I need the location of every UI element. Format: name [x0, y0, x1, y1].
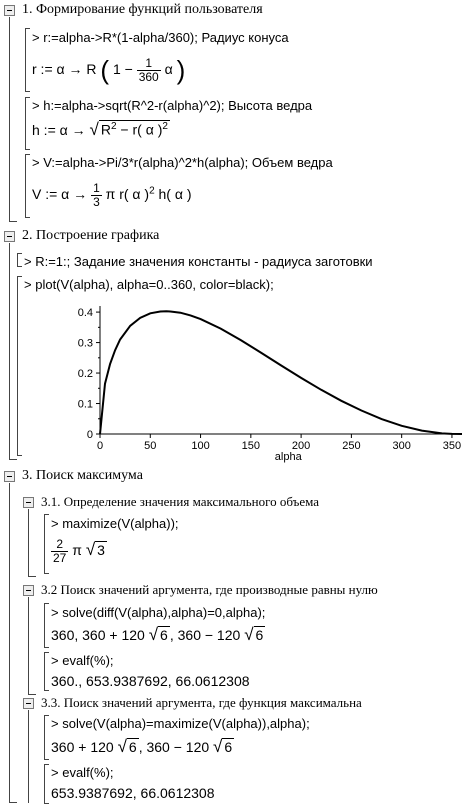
input-evalf-2[interactable]: > evalf(%); — [51, 765, 114, 780]
x-tick-label-2: 100 — [191, 440, 210, 452]
section-3-1-title: 3.1. Определение значения максимального объема — [41, 494, 320, 509]
y-tick-label-3: 0.3 — [77, 337, 93, 350]
output-v-definition: V := α → $\frac{1}{3}$ π r( α )$^2$ h( α ) — [32, 181, 192, 209]
collapse-section-3-1-toggle[interactable] — [23, 497, 34, 508]
y-tick-label-4: 0.4 — [77, 307, 93, 320]
section-1-bracket — [9, 17, 10, 222]
section-2-bracket — [9, 243, 10, 460]
output-solve-diff: 360, 360 + 120 √ 6 , 360 − 120 √ 6 — [51, 625, 264, 644]
exec-group-bracket — [25, 97, 26, 150]
section-1-title: 1. Формирование функций пользователя — [22, 2, 263, 17]
collapse-section-3-2-toggle[interactable] — [23, 585, 34, 596]
input-r-definition[interactable]: > r:=alpha->R*(1-alpha/360); Радиус конуса — [32, 30, 289, 45]
section-3-title: 3. Поиск максимума — [22, 468, 143, 483]
section-3-bracket — [9, 483, 10, 803]
input-r-assign[interactable]: > R:=1:; Задание значения константы - радиуса заготовки — [24, 254, 373, 269]
collapse-section-3-3-toggle[interactable] — [23, 698, 34, 709]
y-tick-label-1: 0.1 — [77, 398, 93, 411]
collapse-section-1-toggle[interactable] — [4, 5, 15, 16]
exec-group-bracket — [44, 514, 45, 574]
output-evalf-2: 653.9387692, 66.0612308 — [51, 785, 215, 801]
exec-group-bracket — [17, 276, 18, 456]
collapse-section-3-toggle[interactable] — [4, 471, 15, 482]
x-tick-label-3: 150 — [241, 440, 261, 452]
y-tick-label-0: 0 — [86, 429, 93, 441]
input-h-definition[interactable]: > h:=alpha->sqrt(R^2-r(alpha)^2); Высота ведра — [32, 98, 313, 113]
x-tick-label-7: 350 — [442, 440, 462, 452]
section-3-3-title: 3.3. Поиск значений аргумента, где функция максимальна — [41, 695, 362, 710]
x-tick-label-1: 50 — [144, 440, 157, 452]
input-v-definition[interactable]: > V:=alpha->Pi/3*r(alpha)^2*h(alpha); Объем ведра — [32, 155, 333, 170]
input-solve-max[interactable]: > solve(V(alpha)=maximize(V(alpha)),alpha); — [51, 716, 310, 731]
collapse-section-2-toggle[interactable] — [4, 231, 15, 242]
exec-group-bracket — [44, 715, 45, 760]
input-evalf-1[interactable]: > evalf(%); — [51, 653, 114, 668]
x-tick-label-5: 250 — [342, 440, 361, 452]
input-solve-diff[interactable]: > solve(diff(V(alpha),alpha)=0,alpha); — [51, 605, 266, 620]
y-tick-label-2: 0.2 — [77, 368, 93, 381]
x-tick-label-0: 0 — [96, 440, 104, 452]
x-tick-label-6: 300 — [392, 440, 411, 452]
exec-group-bracket — [17, 253, 18, 267]
output-solve-max: 360 + 120 √ 6 , 360 − 120 √ 6 — [51, 737, 233, 756]
exec-group-bracket — [25, 154, 26, 218]
section-2-title: 2. Построение графика — [22, 228, 160, 243]
volume-plot[interactable] — [70, 296, 470, 468]
section-3-2-title: 3.2 Поиск значений аргумента, где производные равны нулю — [41, 582, 378, 597]
exec-group-bracket — [25, 28, 26, 92]
output-maximize: $\frac{2}{27}$ π √ 3 — [53, 537, 105, 565]
output-r-definition: r := α → R ( 1 − $\frac{1}{360}$ α ) — [32, 55, 186, 85]
input-plot[interactable]: > plot(V(alpha), alpha=0..360, color=black); — [24, 277, 274, 292]
x-tick-label-4: 200 — [291, 440, 311, 452]
exec-group-bracket — [44, 652, 45, 691]
volume-curve-0 — [100, 311, 462, 434]
x-axis-label: alpha — [274, 451, 302, 463]
output-evalf-1: 360., 653.9387692, 66.0612308 — [51, 673, 250, 689]
input-maximize[interactable]: > maximize(V(alpha)); — [51, 516, 179, 531]
output-h-definition: h := α → √ $R^2 - r$( α )$^2$ — [32, 120, 168, 139]
exec-group-bracket — [44, 764, 45, 804]
exec-group-bracket — [44, 603, 45, 648]
